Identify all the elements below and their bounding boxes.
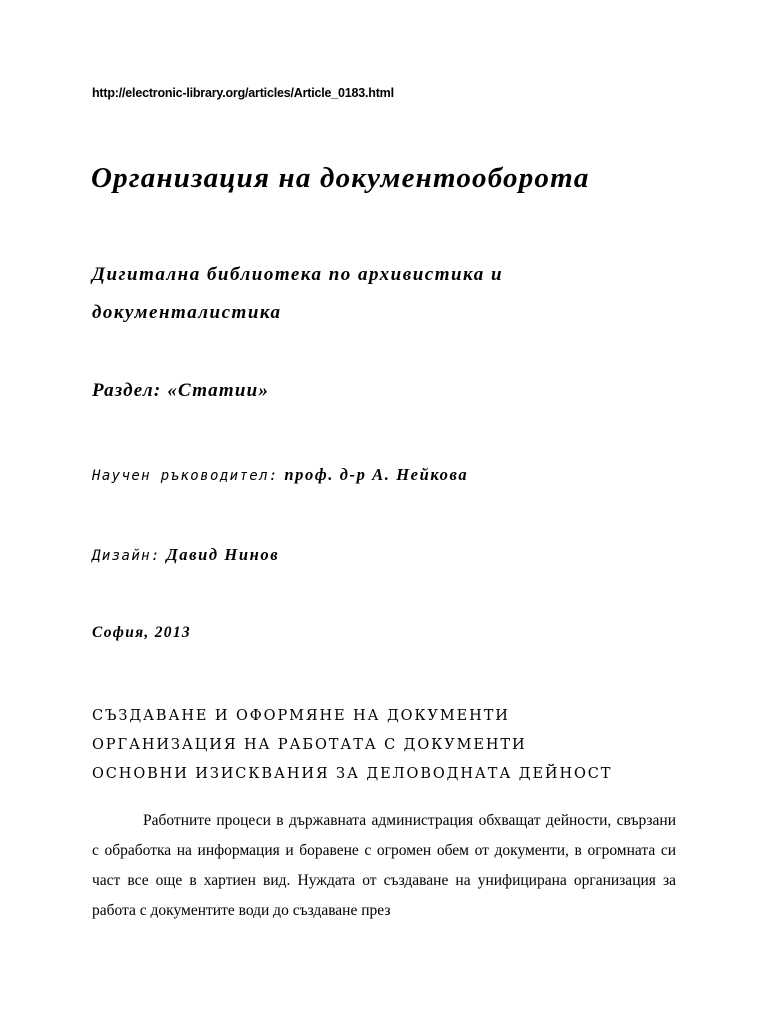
supervisor-label: Научен ръководител: [92, 468, 279, 484]
city-year: София, 2013 [92, 624, 191, 641]
source-url[interactable]: http://electronic-library.org/articles/Article_0183.html [92, 86, 394, 100]
design-label: Дизайн: [92, 548, 161, 564]
heading-line: СЪЗДАВАНЕ И ОФОРМЯНЕ НА ДОКУМЕНТИ [92, 708, 510, 724]
supervisor-name: проф. д-р А. Нейкова [284, 465, 469, 484]
heading-line: ОСНОВНИ ИЗИСКВАНИЯ ЗА ДЕЛОВОДНАТА ДЕЙНОСТ [92, 766, 613, 782]
body-paragraph: Работните процеси в държавната администрация обхващат дейности, свързани с обработка на информация и боравене с огромен обем от документи, в огромната си част все още в хартиен вид. Нуждата от създаване на унифицирана организация за работа с документите води до създаване през [92, 812, 676, 919]
supervisor-line [92, 465, 468, 485]
document-title: Организация на документооборота [91, 162, 590, 194]
document-subtitle: Дигитална библиотека по архивистика и документалистика [92, 264, 504, 323]
section-headings [92, 702, 612, 789]
design-line [92, 545, 279, 565]
heading-line: ОРГАНИЗАЦИЯ НА РАБОТАТА С ДОКУМЕНТИ [92, 737, 527, 753]
designer-name: Давид Нинов [166, 545, 280, 564]
section-label: Раздел: «Статии» [92, 380, 270, 401]
